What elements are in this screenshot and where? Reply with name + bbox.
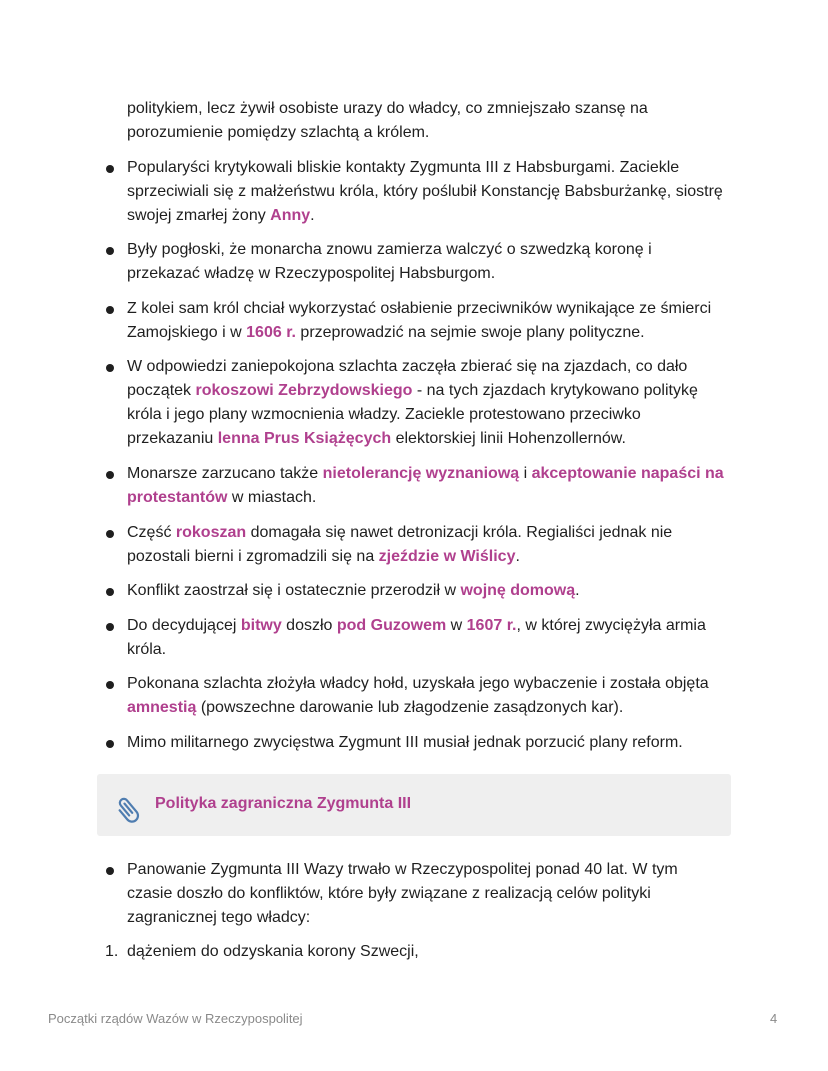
highlighted-term: 1607 r. (466, 617, 517, 634)
text-segment: w (446, 617, 467, 634)
highlighted-term: wojnę domową (460, 582, 576, 599)
text-segment: . (310, 207, 315, 224)
text-segment: Były pogłoski, że monarcha znowu zamierza walczyć o szwedzką koronę i przekazać władzę w Rzeczypospolitej Habsburgom. (127, 241, 652, 282)
highlighted-term: zjeździe w Wiślicy (378, 548, 516, 565)
highlighted-term: akceptowanie napaści na protestantów (127, 465, 724, 506)
list-item (127, 238, 727, 286)
text-segment: W odpowiedzi zaniepokojona szlachta zaczęła zbierać się na zjazdach, co dało początek (127, 358, 688, 399)
text-segment: w miastach. (227, 489, 317, 506)
text-segment: (powszechne darowanie lub złagodzenie zasądzonych kar). (196, 699, 624, 716)
callout-title: Polityka zagraniczna Zygmunta III (155, 795, 412, 812)
list-item (127, 579, 727, 603)
highlighted-term: nietolerancję wyznaniową (322, 465, 520, 482)
list-item (127, 156, 727, 228)
paperclip-icon (115, 794, 143, 824)
text-segment: przeprowadzić na sejmie swoje plany polityczne. (295, 324, 645, 341)
bullet-dot (106, 681, 114, 689)
list-item: Panowanie Zygmunta III Wazy trwało w Rzeczypospolitej ponad 40 lat. W tym czasie doszło do konfliktów, które były związane z realizacją celów polityki zagranicznej tego władcy: (127, 861, 678, 926)
bullet-dot (106, 588, 114, 596)
highlighted-term: pod Guzowem (336, 617, 447, 634)
text-segment: , w której zwyciężyła armia króla. (127, 617, 706, 658)
bullet-dot (106, 867, 114, 875)
text-segment: doszło (281, 617, 337, 634)
bullet-dot (106, 247, 114, 255)
list-item (127, 731, 727, 755)
footer-document-title: Początki rządów Wazów w Rzeczypospolitej (48, 1011, 303, 1026)
highlighted-term: Anny (270, 207, 311, 224)
bullet-dot (106, 471, 114, 479)
bullet-dot (106, 306, 114, 314)
list-item (127, 297, 727, 345)
text-segment: Konflikt zaostrzał się i ostatecznie przerodził w (127, 582, 461, 599)
text-segment: elektorskiej linii Hohenzollernów. (391, 430, 626, 447)
text-segment: Popularyści krytykowali bliskie kontakty Zygmunta III z Habsburgami. Zaciekle sprzeciwiali się z małżeństwu króla, który poślubił Konstancję Babsburżankę, siostrę swojej zmarłej żony (127, 159, 723, 224)
highlighted-term: rokoszowi Zebrzydowskiego (195, 382, 413, 399)
bullet-dot (106, 165, 114, 173)
ordered-list-item: dążeniem do odzyskania korony Szwecji, (127, 943, 419, 960)
bullet-dot (106, 623, 114, 631)
text-segment: domagała się nawet detronizacji króla. Regialiści jednak nie pozostali bierni i zgromadzili się na (127, 524, 673, 565)
text-segment: Monarsze zarzucano także (127, 465, 323, 482)
text-segment: Mimo militarnego zwycięstwa Zygmunt III musiał jednak porzucić plany reform. (127, 734, 683, 751)
text-segment: Do decydującej (127, 617, 241, 634)
ordered-list-number: 1. (105, 943, 119, 960)
list-item (127, 614, 727, 662)
text-segment: . (515, 548, 520, 565)
list-item (127, 672, 727, 720)
bullet-dot (106, 740, 114, 748)
text-segment: . (575, 582, 580, 599)
highlighted-term: amnestią (127, 699, 197, 716)
text-segment: Część (127, 524, 176, 541)
text-segment: - na tych zjazdach krytykowano politykę króla i jego plany wzmocnienia władzy. Zaciekle protestowano przeciwko przekazaniu (127, 382, 698, 447)
bullet-dot (106, 364, 114, 372)
intro-paragraph: politykiem, lecz żywił osobiste urazy do władcy, co zmniejszało szansę na porozumienie pomiędzy szlachtą a królem. (127, 100, 648, 141)
list-item (127, 462, 727, 510)
list-item (127, 355, 727, 451)
page-number: 4 (770, 1011, 778, 1026)
bullet-dot (106, 530, 114, 538)
text-segment: Pokonana szlachta złożyła władcy hołd, uzyskała jego wybaczenie i została objęta (127, 675, 709, 692)
text-segment: Z kolei sam król chciał wykorzystać osłabienie przeciwników wynikające ze śmierci Zamojskiego i w (127, 300, 712, 341)
list-item (127, 521, 727, 569)
highlighted-term: 1606 r. (246, 324, 296, 341)
highlighted-term: bitwy (240, 617, 282, 634)
highlighted-term: lenna Prus Książęcych (217, 430, 392, 447)
section-callout (97, 774, 731, 836)
highlighted-term: rokoszan (175, 524, 247, 541)
text-segment: i (519, 465, 532, 482)
